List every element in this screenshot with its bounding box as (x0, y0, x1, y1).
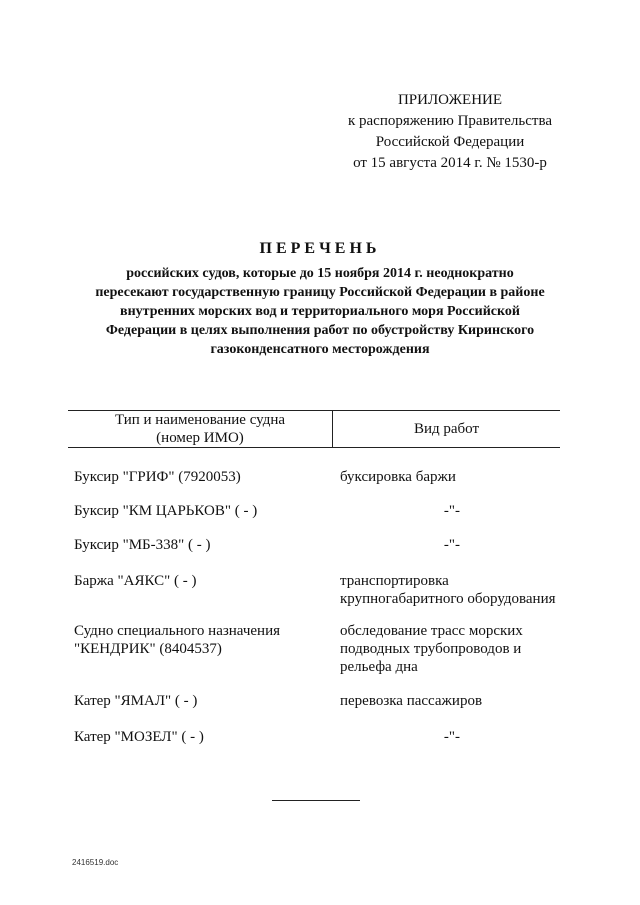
work-cell (338, 728, 560, 746)
document-subtitle (60, 264, 580, 359)
work-type: рельефа дна (340, 659, 418, 675)
vessel-name: Буксир "КМ ЦАРЬКОВ" ( - ) (74, 503, 258, 519)
header-work: Вид работ (413, 421, 480, 437)
subtitle-line: газоконденсатного месторождения (210, 342, 430, 357)
work-cell (338, 536, 560, 554)
work-type: -"- (443, 537, 460, 553)
closing-line (272, 800, 360, 801)
table-row (68, 502, 560, 520)
vessel-name: "КЕНДРИК" (8404537) (74, 641, 222, 657)
work-type: перевозка пассажиров (340, 693, 483, 709)
work-type: обследование трасс морских (340, 623, 523, 639)
vessel-cell (68, 692, 338, 710)
subtitle-line: пересекают государственную границу Российской Федерации в районе (95, 285, 545, 300)
work-type: крупногабаритного оборудования (340, 591, 556, 607)
table-row (68, 692, 560, 710)
vessel-name: Катер "МОЗЕЛ" ( - ) (74, 729, 204, 745)
work-type: подводных трубопроводов и (340, 641, 522, 657)
vessel-name: Буксир "МБ-338" ( - ) (74, 537, 211, 553)
subtitle-line: российских судов, которые до 15 ноября 2014 г. неоднократно (126, 266, 514, 281)
header-vessel-line: (номер ИМО) (156, 430, 244, 446)
header-vessel (68, 411, 333, 447)
vessel-name: Катер "ЯМАЛ" ( - ) (74, 693, 198, 709)
subtitle-line: Федерации в целях выполнения работ по обустройству Киринского (105, 323, 535, 338)
vessel-cell (68, 728, 338, 746)
document-title: ПЕРЕЧЕНЬ (259, 240, 381, 257)
table-row (68, 728, 560, 746)
work-cell (338, 692, 560, 710)
table-row (68, 536, 560, 554)
vessel-cell (68, 502, 338, 520)
appendix-heading: ПРИЛОЖЕНИЕ (397, 92, 503, 108)
work-type: буксировка баржи (340, 469, 456, 485)
work-cell (338, 502, 560, 520)
work-cell (338, 572, 560, 608)
work-type: -"- (443, 503, 460, 519)
appendix-date: от 15 августа 2014 г. № 1530-р (353, 155, 547, 171)
file-name: 2416519.doc (72, 858, 119, 867)
table-header (68, 410, 560, 448)
work-cell (338, 622, 560, 676)
vessel-cell (68, 536, 338, 554)
table-row (68, 572, 560, 608)
vessel-name: Судно специального назначения (74, 623, 281, 639)
work-cell (338, 468, 560, 486)
work-type: транспортировка (340, 573, 449, 589)
work-type: -"- (443, 729, 460, 745)
appendix-ref-line: Российской Федерации (375, 134, 525, 150)
vessel-cell (68, 572, 338, 608)
vessel-name: Баржа "АЯКС" ( - ) (74, 573, 197, 589)
table-row (68, 468, 560, 486)
header-vessel-line: Тип и наименование судна (114, 412, 286, 428)
vessel-cell (68, 468, 338, 486)
subtitle-line: внутренних морских вод и территориального моря Российской (120, 304, 520, 319)
vessel-table (68, 410, 560, 745)
vessel-cell (68, 622, 338, 676)
table-row (68, 622, 560, 676)
vessel-name: Буксир "ГРИФ" (7920053) (74, 469, 241, 485)
appendix-block (330, 90, 570, 174)
appendix-ref-line: к распоряжению Правительства (347, 113, 552, 129)
